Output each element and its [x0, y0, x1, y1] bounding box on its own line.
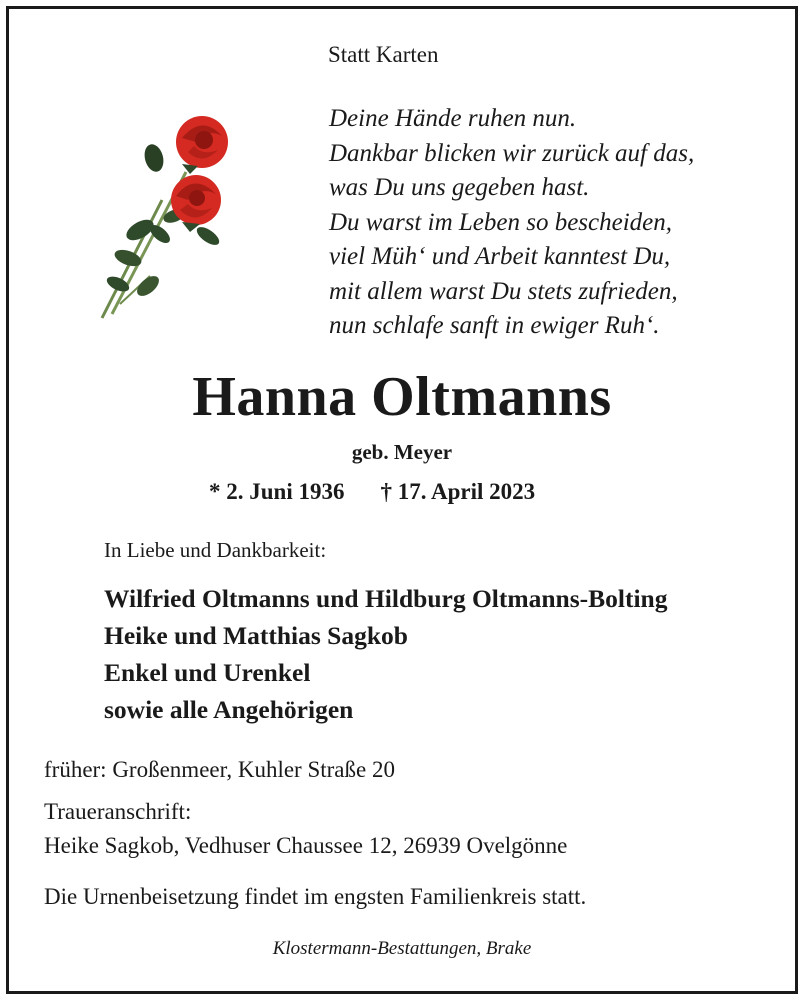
mourners-intro: In Liebe und Dankbarkeit:	[104, 538, 327, 562]
poem-line: was Du uns gegeben hast.	[329, 174, 590, 201]
poem	[329, 102, 694, 344]
maiden-name: geb. Meyer	[351, 440, 453, 464]
undertaker-credit: Klostermann-Bestattungen, Brake	[272, 938, 532, 959]
burial-note: Die Urnenbeisetzung findet im engsten Familienkreis statt.	[44, 884, 587, 909]
mourner-line: Enkel und Urenkel	[104, 658, 311, 687]
poem-line: mit allem warst Du stets zufrieden,	[329, 277, 678, 305]
poem-line: viel Müh‘ und Arbeit kanntest Du,	[329, 243, 671, 270]
mourner-line: sowie alle Angehörigen	[104, 695, 354, 724]
mourner-line: Wilfried Oltmanns und Hildburg Oltmanns-Bolting	[104, 584, 668, 613]
life-dates	[209, 479, 535, 505]
mourners-list	[104, 580, 668, 728]
death-date: † 17. April 2023	[380, 479, 536, 504]
poem-line: Dankbar blicken wir zurück auf das,	[329, 139, 695, 167]
mourning-address: Heike Sagkob, Vedhuser Chaussee 12, 26939 Ovelgönne	[44, 833, 568, 858]
poem-line: Deine Hände ruhen nun.	[329, 105, 577, 132]
birth-date: * 2. Juni 1936	[209, 479, 345, 504]
poem-line: Du warst im Leben so bescheiden,	[329, 208, 673, 236]
poem-line: nun schlafe sanft in ewiger Ruh‘.	[329, 312, 660, 339]
rose-icon	[90, 108, 250, 323]
mourner-line: Heike und Matthias Sagkob	[104, 621, 408, 650]
mourning-address-label: Traueranschrift:	[44, 799, 192, 824]
former-address: früher: Großenmeer, Kuhler Straße 20	[44, 757, 395, 782]
statt-karten-label: Statt Karten	[328, 42, 439, 67]
deceased-name: Hanna Oltmanns	[192, 366, 612, 428]
